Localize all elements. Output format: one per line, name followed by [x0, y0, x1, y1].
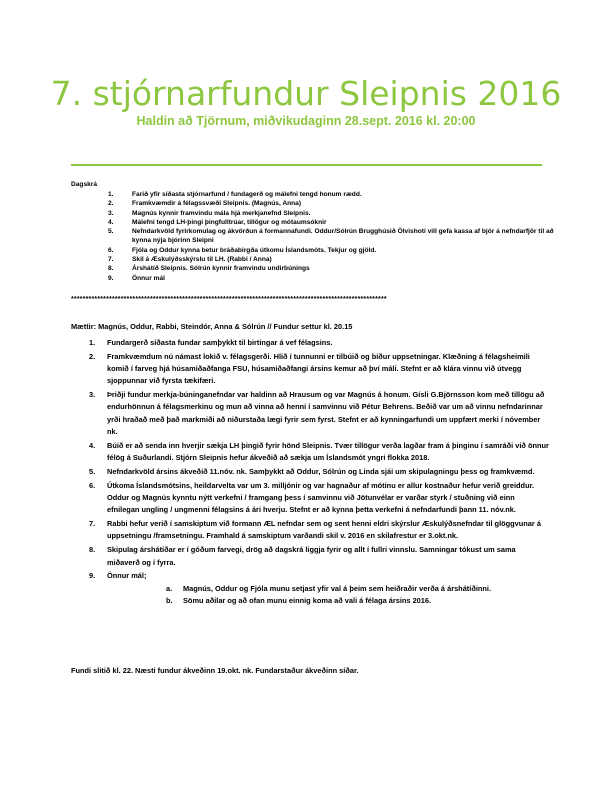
agenda-item: [108, 274, 558, 283]
minutes-item: [89, 518, 549, 543]
closing-line: Fundi slitið kl. 22. Næsti fundur ákveðinn 19.okt. nk. Fundarstaður ákveðinn síðar.: [71, 666, 359, 675]
sub-item: [166, 583, 549, 595]
minutes-item-text: Skipulag árshátíðar er í góðum farvegi, drög að dagskrá liggja fyrir og allt í fullri vinnslu. Samningar tókust um sama miðaverð og í fyrra.: [107, 545, 516, 567]
title-divider: [71, 164, 542, 166]
minutes-item-text: Önnur mál;: [107, 571, 147, 581]
minutes-item-text: Útkoma Íslandsmótsins, heildarvelta var um 3. milljónir og var hagnaður af mótinu er allur kostnaður hefur verið greiddur. Oddur og Magnús kynntu nýtt verkefni / framgang þess í samvinnu við Jötunvélar er varðar styrk / stuðning við einn efnilegan ungling / ungmenni félagsins á ári hverju. Stefnt er að kynna þetta verkefni á nefndarfundi þann 11. nóv.nk.: [107, 480, 535, 515]
minutes-item: [89, 544, 549, 569]
minutes-item-text: Nefndarkvöld ársins ákveðið 11.nóv. nk. Samþykkt að Oddur, Sólrún og Linda sjái um skipulagningu þess og framkvæmd.: [107, 466, 535, 476]
minutes-item-number: 1.: [89, 338, 96, 347]
minutes-item-number: 5.: [89, 466, 96, 476]
page-title: 7. stjórnarfundur Sleipnis 2016: [50, 74, 562, 113]
agenda-item-number: 4.: [108, 218, 114, 226]
sub-item-letter: b.: [166, 595, 173, 605]
agenda-item: [108, 246, 558, 255]
agenda-item: [108, 227, 558, 246]
sub-item: [166, 595, 549, 607]
agenda-item: [108, 199, 558, 208]
minutes-item: [89, 570, 549, 607]
minutes-item-number: 6.: [89, 480, 96, 490]
agenda-item-text: Framkvæmdir á félagssvæði Sleipnis. (Magnús, Anna): [132, 200, 302, 208]
minutes-item-number: 4.: [89, 440, 96, 450]
other-matters-sublist: [107, 583, 549, 608]
agenda-item-number: 2.: [108, 200, 114, 208]
asterisk-separator: ************************************************************************************************************: [71, 296, 387, 303]
agenda-item-number: 7.: [108, 256, 114, 264]
agenda-item-text: Farið yfir síðasta stjórnarfund / fundagerð og málefni tengd honum rædd.: [132, 191, 362, 198]
minutes-item: [89, 389, 549, 438]
minutes-item-number: 2.: [89, 351, 96, 361]
agenda-item-text: Nefndarkvöld fyrirkomulag og ákvörðun á formannafundi. Oddur/Sólrún Brugghúsið Ölvishoti vill gefa kassa af bjór á nefndarfjör til að kynna nýja bjórinn Sleipni: [132, 228, 554, 245]
agenda-item: [108, 209, 558, 218]
agenda-item: [108, 218, 558, 227]
minutes-item-text: Framkvæmdum nú námast lokið v. félagsgerði. Hlið í tunnunni er tilbúið og bíður uppsetningar. Klæðning á félagsheimili komið í farveg hjá húsamiðaðfanga FSU, húsamiðaðfangi ársins kemur að því máli. Stefnt er að klára vinnu við útvegg sjoppunnar við fyrsta tækifæri.: [107, 351, 530, 386]
minutes-item-number: 3.: [89, 390, 96, 400]
agenda-list: [108, 190, 558, 283]
agenda-item-number: 8.: [108, 265, 114, 273]
minutes-item: [89, 440, 549, 465]
agenda-item-number: 6.: [108, 246, 114, 254]
agenda-item-text: Magnús kynnir framvindu mála hjá merkjanefnd Sleipnis.: [132, 209, 311, 217]
meeting-subtitle: Haldin að Tjörnum, miðvikudaginn 28.sept. 2016 kl. 20:00: [136, 114, 476, 128]
agenda-item-number: 9.: [108, 274, 114, 282]
minutes-item: [89, 351, 549, 388]
agenda-item-text: Önnur mál: [132, 274, 165, 282]
minutes-item-text: Rabbi hefur verið í samskiptum við formann ÆL nefndar sem og sent henni eldri skýrslur Æskulýðsnefndar til glöggvunar á uppsetningu /framsetningu. Framhald á samskiptum varðandi skil v. 2016 en skilafrestur er 3.okt.nk.: [107, 519, 541, 541]
agenda-item-number: 5.: [108, 228, 114, 236]
agenda-item-number: 1.: [108, 191, 114, 198]
minutes-item-text: Þriðji fundur merkja-búninganefndar var haldinn að Hrausum og var Magnús á honum. Gísli G.Björnsson kom með tillögu að endurhönnun á félagsmerkinu og mun að vinna að henni í samvinnu við Pétur Behrens. Beðið var um að vinnu nefndarinnar yrði hraðað með það markmiði að niðurstaða lægi fyrir sem fyrst. Stefnt er að kynningarfundi um uppfært merki í nóvember nk.: [107, 390, 545, 437]
minutes-item: [89, 337, 549, 349]
minutes-item: [89, 480, 549, 517]
minutes-item-number: 8.: [89, 545, 96, 555]
minutes-item-number: 7.: [89, 519, 96, 529]
attendees-line: Mættir: Magnús, Oddur, Rabbi, Steindór, Anna & Sólrún // Fundur settur kl. 20.15: [71, 322, 353, 331]
agenda-item-number: 3.: [108, 209, 114, 217]
agenda-item-text: Málefni tengd LH-þingi þingfulltrúar, tillögur og mótaumsóknir: [132, 218, 327, 226]
minutes-list: [89, 337, 549, 609]
agenda-item: [108, 255, 558, 264]
minutes-item-number: 9.: [89, 571, 96, 581]
agenda-item: [108, 264, 558, 273]
agenda-item-text: Skil á Æskulýðsskýrslu til LH. (Rabbi / Anna): [132, 256, 272, 264]
minutes-item-text: Búið er að senda inn hverjir sækja LH þingið fyrir hönd Sleipnis. Tvær tillögur verða lagðar fram á þinginu í samráði við önnur félög á Suðurlandi. Stjórn Sleipnis hefur ákveðið að sækja um Íslandsmót yngri flokka 2018.: [107, 440, 549, 463]
sub-item-text: Sömu aðilar og að ofan munu einnig koma að vali á félaga ársins 2016.: [183, 595, 432, 605]
agenda-item: [108, 190, 558, 199]
minutes-item-text: Fundargerð síðasta fundar samþykkt til birtingar á vef félagsins.: [107, 338, 333, 347]
minutes-item: [89, 466, 549, 478]
sub-item-letter: a.: [166, 583, 173, 593]
agenda-item-text: Fjóla og Oddur kynna betur bráðabirgða útkomu Íslandsmóts. Tekjur og gjöld.: [132, 246, 377, 254]
agenda-heading: Dagskrá: [71, 181, 98, 188]
sub-item-text: Magnús, Oddur og Fjóla munu setjast yfir val á þeim sem heiðraðir verða á árshátíðinni.: [183, 583, 492, 593]
agenda-item-text: Árshátíð Sleipnis. Sólrún kynnir framvindu undirbúnings: [132, 265, 310, 273]
